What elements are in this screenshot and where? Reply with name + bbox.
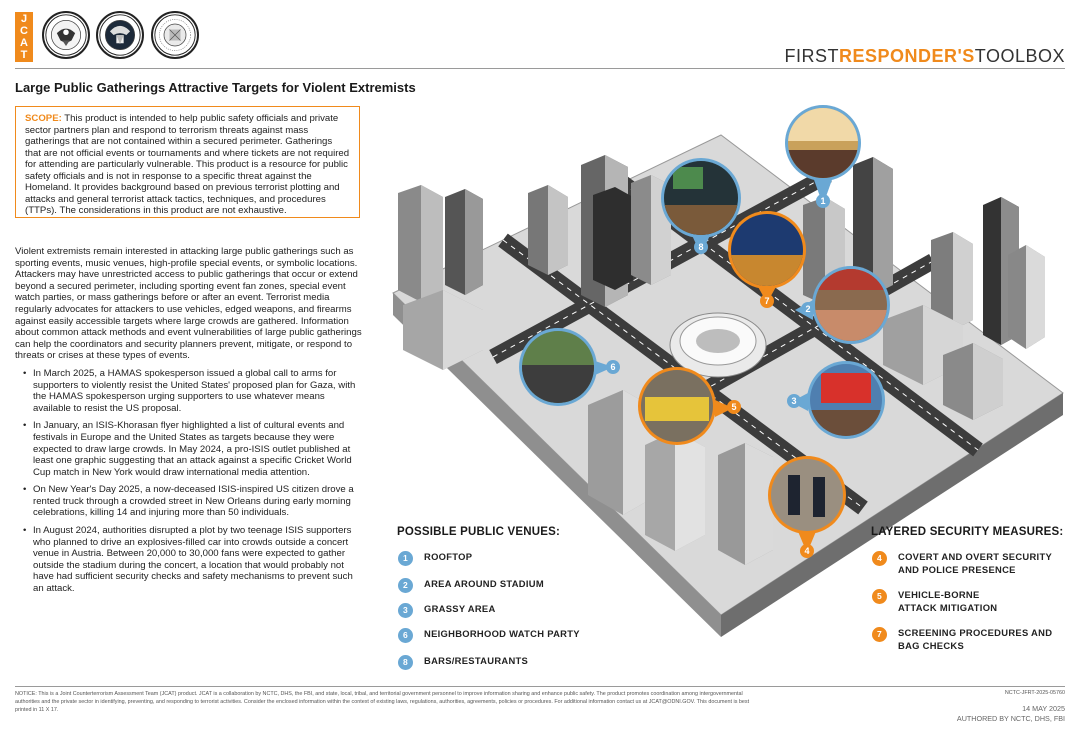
venue-item — [398, 578, 544, 593]
pin-3-label: 3 — [791, 396, 797, 406]
pin-4-label: 4 — [804, 546, 810, 556]
security-heading: LAYERED SECURITY MEASURES: — [871, 526, 1064, 538]
jcat-letter: J — [20, 13, 28, 25]
dhs-seal-icon — [96, 11, 144, 59]
venue-label: NEIGHBORHOOD WATCH PARTY — [424, 628, 580, 639]
security-label — [898, 627, 1052, 652]
pin-6-label: 6 — [610, 362, 616, 372]
fbi-seal-icon — [151, 11, 199, 59]
legend-number-badge: 1 — [398, 551, 413, 566]
authored-by: AUTHORED BY NCTC, DHS, FBI — [956, 714, 1065, 723]
pin-8-label: 8 — [698, 242, 704, 252]
venue-item — [398, 551, 472, 566]
legend-number-badge: 4 — [872, 551, 887, 566]
security-label-line: ATTACK MITIGATION — [898, 601, 998, 613]
venues-heading: POSSIBLE PUBLIC VENUES: — [397, 526, 561, 538]
jcat-letter: T — [20, 49, 28, 61]
venue-label: BARS/RESTAURANTS — [424, 655, 529, 666]
stadium — [670, 313, 766, 377]
venue-item — [398, 655, 528, 670]
legend-number-badge: 5 — [872, 589, 887, 604]
venue-label: GRASSY AREA — [424, 603, 496, 614]
odni-seal-icon — [42, 11, 90, 59]
security-item — [872, 551, 1052, 576]
legend-number-badge: 8 — [398, 655, 413, 670]
scope-label: SCOPE: — [25, 113, 62, 124]
brand-part: TOOLBOX — [974, 46, 1065, 66]
footer-divider — [15, 686, 1065, 687]
footer-notice: NOTICE: This is a Joint Counterterrorism Assessment Team (JCAT) product. JCAT is a collaboration by NCTC, DHS, the FBI, and state, local, tribal, and territorial government personnel to improve information sharing and enhance public safety. The product promotes coordination among intergovernmental authorities and the private sector in identifying, preventing, and responding to terrorist activities. Consider the enclosed information within the context of existing laws, regulations, authorities, agreements, policies or procedures. For additional information contact us at JCAT@ODNI.GOV. This document is best printed in 11 X 17. — [15, 691, 750, 713]
pin-2-label: 2 — [805, 304, 811, 314]
publication-date: 14 MAY 2025 — [1022, 704, 1065, 713]
legend-number-badge: 3 — [398, 603, 413, 618]
venue-label: AREA AROUND STADIUM — [424, 578, 544, 589]
bullet-item: • In January, an ISIS-Khorasan flyer highlighted a list of cultural events and festivals in Europe and the United States as targets because they were expected to draw large crowds. In May 2024, a pro-ISIS outlet published at least one graphic suggesting that an attack against a specific Cricket World Cup match in New York would draw international media attention. — [33, 420, 363, 478]
legend-number-badge: 6 — [398, 628, 413, 643]
intro-paragraph: Violent extremists remain interested in attacking large public gatherings such as sporting events, music venues, high-profile special events, or symbolic locations. Attackers may have unrestricted access to public gatherings that occur or extend beyond a secured perimeter, including sporting event fan zones, special event watch parties, or mass gatherings before or after an event. Terrorist media regularly advocates for attackers to use vehicles, edged weapons, and firearms against easily accessible targets where large crowds are gathered. Information about common attack methods and event vulnerabilities of large public gatherings can help the coordinators and security planners prevent, mitigate, or respond to threats or crises at these types of events. — [15, 246, 362, 362]
reference-code: NCTC-JFRT-2025-05760 — [1004, 690, 1065, 696]
venue-item — [398, 603, 496, 618]
security-label-line: VEHICLE-BORNE — [898, 589, 980, 600]
brand-part: FIRST — [784, 46, 839, 66]
scope-text: This product is intended to help public safety officials and private sector partners plan and respond to terrorism threats against mass gatherings that are not contained within a secured perimeter. Gatherings that are not official events or tournaments and where tickets are not required for attending are particularly vulnerable. This product is a resource for public safety officials and is not in response to a specific threat against the Homeland. It provides background based on previous terrorist plotting and attacks and general terrorist attack tactics, techniques, and procedures (TTPs). The considerations in this product are not exhaustive. — [25, 113, 350, 216]
security-item — [872, 627, 1052, 652]
venue-label: ROOFTOP — [424, 551, 473, 562]
bullet-list — [15, 368, 363, 595]
security-item — [872, 589, 997, 614]
first-responders-toolbox-logo — [784, 46, 1065, 67]
legend-number-badge: 2 — [398, 578, 413, 593]
security-label-line: BAG CHECKS — [898, 639, 965, 651]
brand-part: ER'S — [931, 46, 975, 66]
security-label — [898, 551, 1052, 576]
bullet-item: • In March 2025, a HAMAS spokesperson issued a global call to arms for supporters to violently resist the United States' proposed plan for Gaza, with the HAMAS spokesperson urging supporters to use whatever means available to resist the US proposal. — [33, 368, 363, 414]
pin-5-label: 5 — [731, 402, 737, 412]
page-title: Large Public Gatherings Attractive Targets for Violent Extremists — [15, 80, 416, 95]
brand-part: RESPOND — [838, 46, 932, 66]
security-label-line: SCREENING PROCEDURES AND — [898, 627, 1053, 638]
jcat-letter: C — [20, 25, 28, 37]
security-label-line: COVERT AND OVERT SECURITY — [898, 551, 1053, 562]
jcat-logo — [15, 12, 33, 62]
bullet-item: • On New Year's Day 2025, a now-deceased ISIS-inspired US citizen drove a rented truck through a crowded street in New Orleans during early morning celebrations, killing 14 and injuring more than 50 individuals. — [33, 484, 363, 519]
pin-1-label: 1 — [820, 196, 826, 206]
pin-7-label: 7 — [764, 296, 770, 306]
header-divider — [15, 68, 1065, 69]
bullet-item: • In August 2024, authorities disrupted a plot by two teenage ISIS supporters who planned to drive an explosives-filled car into crowds outside a concert venue in Austria. Between 20,000 to 30,000 fans were expected to gather outside the stadium during the concert, a location that would probably not have had sufficient security checks and safety mechanisms to prevent such an attack. — [33, 525, 363, 595]
body-text — [15, 246, 363, 601]
venue-item — [398, 628, 580, 643]
scope-box — [15, 106, 360, 218]
security-label-line: AND POLICE PRESENCE — [898, 563, 1016, 575]
security-label — [898, 589, 997, 614]
jcat-letter: A — [20, 37, 28, 49]
legend-number-badge: 7 — [872, 627, 887, 642]
